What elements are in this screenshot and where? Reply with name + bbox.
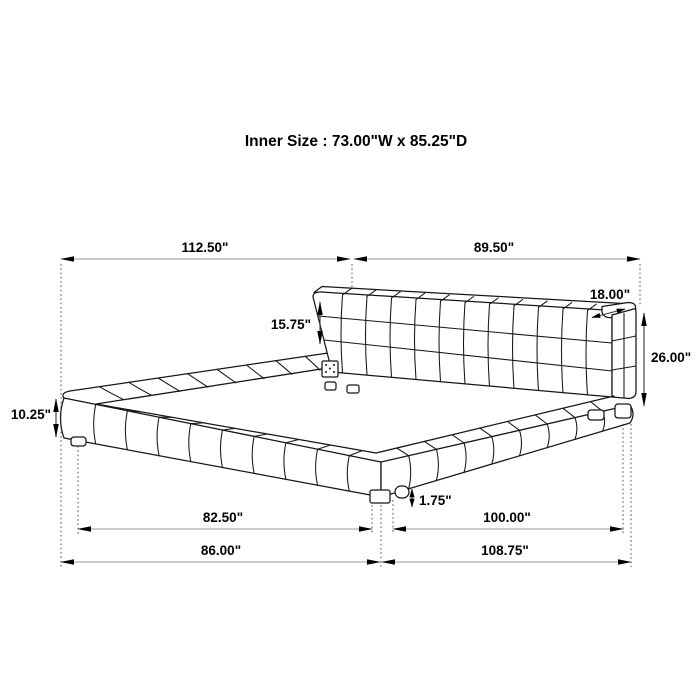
dimension-label-base-height: 10.25" [10,407,51,422]
headboard [313,287,636,399]
mounting-bracket [322,361,338,377]
dimension-label-headboard-top-depth: 18.00" [589,287,631,302]
dimension-label-leg-clearance: 1.75" [419,493,452,508]
side-rail-left [61,398,382,497]
dimension-label-headboard-height: 26.00" [651,350,692,365]
dimension-leg-clearance [412,489,452,508]
headboard-front-face [313,292,612,397]
bed-illustration [61,287,637,504]
dimension-outer-width-bottom [61,543,380,562]
dimension-label-overall-width-top: 112.50" [181,240,229,255]
dimension-headboard-above-base [271,302,320,344]
dimension-overall-width-top [61,240,350,259]
dimension-label-inner-depth-bottom: 100.00" [483,510,531,525]
dimension-outer-depth-bottom [382,543,631,562]
page-title: Inner Size : 73.00"W x 85.25"D [244,133,468,150]
support-feet [325,382,359,393]
dimension-label-overall-depth-top: 89.50" [473,240,515,255]
front-foot [395,486,409,498]
right-foot-front [588,410,604,420]
right-corner-leg [615,404,631,418]
dimension-label-inner-width-bottom: 82.50" [202,510,244,525]
back-rail [63,352,335,400]
dimension-label-headboard-above-base: 15.75" [270,317,311,332]
front-corner-leg [370,490,390,503]
left-corner-leg [71,437,86,446]
dimension-headboard-height [644,313,691,406]
dimension-inner-depth-bottom [393,510,623,529]
dimension-base-height [11,399,56,437]
dimension-label-outer-depth-bottom: 108.75" [481,543,529,558]
dimension-label-outer-width-bottom: 86.00" [200,543,242,558]
dimension-inner-width-bottom [78,510,372,529]
dimension-overall-depth-top [354,240,640,259]
